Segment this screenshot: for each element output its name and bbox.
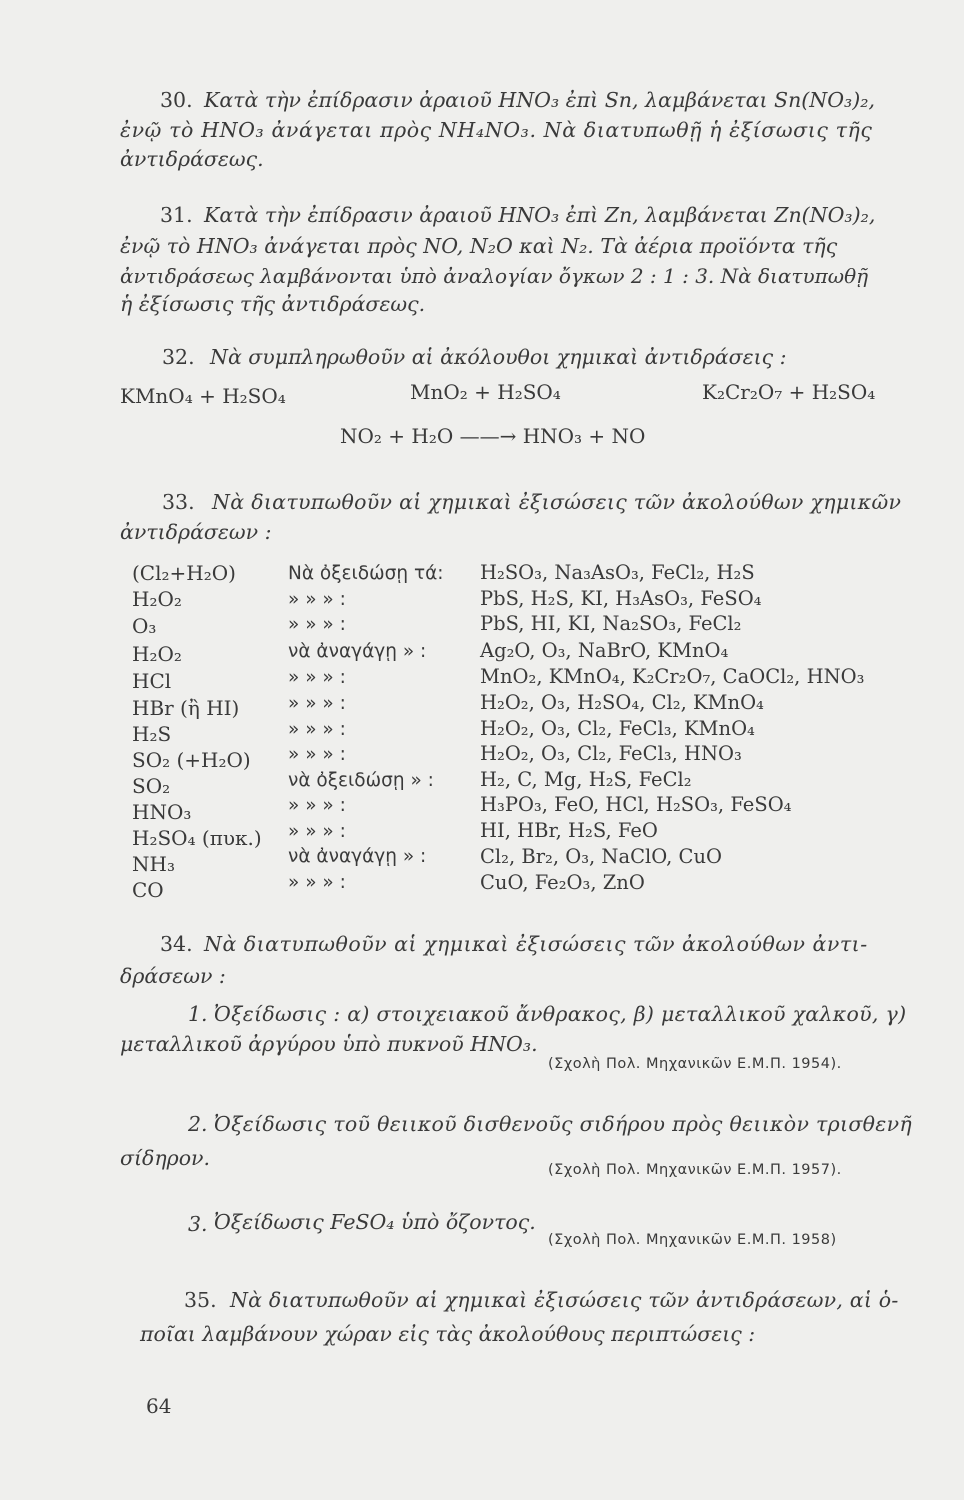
problem-33-line-2: ἀντιδράσεων : (120, 520, 272, 544)
targets: HI, HBr, H₂S, FeO (480, 819, 658, 842)
reaction-32-2: MnO₂ + H₂SO₄ (410, 380, 561, 404)
targets: Ag₂O, O₃, NaBrO, KMnO₄ (480, 639, 729, 662)
reagent: H₂S (132, 722, 172, 746)
reagent: H₂SO₄ (πυκ.) (132, 826, 262, 850)
reagent: SO₂ (132, 774, 171, 798)
problem-34-number: 34. (160, 932, 193, 956)
action: » » » : (288, 693, 346, 714)
problem-31-line-2: ἐνῷ τὸ HNO₃ ἀνάγεται πρὸς NO, N₂O καὶ N₂. Τὰ ἀέρια προϊόντα τῆς (120, 234, 838, 258)
reagent: NH₃ (132, 852, 175, 876)
targets: CuO, Fe₂O₃, ZnO (480, 871, 645, 894)
item-3-source: (Σχολὴ Πολ. Μηχανικῶν Ε.Μ.Π. 1958) (548, 1232, 837, 1248)
page-number: 64 (146, 1394, 172, 1418)
reagent: HNO₃ (132, 800, 192, 824)
action: » » » : (288, 614, 346, 635)
item-1-line-1: Ὀξείδωσις : α) στοιχειακοῦ ἄνθρακος, β) μεταλλικοῦ χαλκοῦ, γ) (214, 1002, 907, 1026)
problem-34-line-2: δράσεων : (120, 964, 226, 988)
targets: H₂O₂, O₃, H₂SO₄, Cl₂, KMnO₄ (480, 691, 764, 714)
item-2-source: (Σχολὴ Πολ. Μηχανικῶν Ε.Μ.Π. 1957). (548, 1162, 842, 1178)
problem-33-number: 33. (162, 490, 195, 514)
targets: H₂SO₃, Na₃AsO₃, FeCl₂, H₂S (480, 561, 755, 584)
problem-30-line-2: ἐνῷ τὸ HNO₃ ἀνάγεται πρὸς NH₄NO₃. Νὰ διατυπωθῇ ἡ ἐξίσωσις τῆς (120, 118, 873, 142)
item-1-source: (Σχολὴ Πολ. Μηχανικῶν Ε.Μ.Π. 1954). (548, 1056, 842, 1072)
action: νὰ ἀναγάγῃ » : (288, 846, 427, 867)
action: » » » : (288, 719, 346, 740)
item-3-number: 3. (188, 1212, 208, 1236)
reaction-32-1: KMnO₄ + H₂SO₄ (120, 384, 286, 408)
action: » » » : (288, 821, 346, 842)
reagent: CO (132, 878, 164, 902)
action: » » » : (288, 795, 346, 816)
reagent: SO₂ (+H₂O) (132, 748, 251, 772)
item-1-line-2: μεταλλικοῦ ἀργύρου ὑπὸ πυκνοῦ HNO₃. (120, 1032, 538, 1056)
targets: PbS, H₂S, KI, H₃AsO₃, FeSO₄ (480, 587, 762, 610)
problem-34-line-1: Νὰ διατυπωθοῦν αἱ χημικαὶ ἐξισώσεις τῶν ἀκολούθων ἀντι- (204, 932, 868, 956)
action: νὰ ὀξειδώσῃ » : (288, 770, 434, 791)
action: » » » : (288, 872, 346, 893)
targets: MnO₂, KMnO₄, K₂Cr₂O₇, CaOCl₂, HNO₃ (480, 665, 865, 688)
reagent: O₃ (132, 614, 157, 638)
item-2-line-1: Ὀξείδωσις τοῦ θειικοῦ δισθενοῦς σιδήρου πρὸς θειικὸν τρισθενῆ (214, 1112, 912, 1136)
problem-30-line-1: Κατὰ τὴν ἐπίδρασιν ἀραιοῦ HNO₃ ἐπὶ Sn, λαμβάνεται Sn(NO₃)₂, (204, 88, 875, 112)
reagent: H₂O₂ (132, 642, 182, 666)
problem-35-line-2: ποῖαι λαμβάνουν χώραν εἰς τὰς ἀκολούθους περιπτώσεις : (140, 1322, 756, 1346)
reagent: H₂O₂ (132, 587, 182, 611)
problem-30-number: 30. (160, 88, 193, 112)
action: νὰ ἀναγάγῃ » : (288, 641, 427, 662)
reagent: (Cl₂+H₂O) (132, 561, 236, 585)
item-2-line-2: σίδηρον. (120, 1146, 211, 1170)
reagent: HCl (132, 669, 172, 693)
problem-31-number: 31. (160, 203, 193, 227)
problem-31-line-4: ἡ ἐξίσωσις τῆς ἀντιδράσεως. (120, 292, 426, 316)
problem-33-line-1: Νὰ διατυπωθοῦν αἱ χημικαὶ ἐξισώσεις τῶν ἀκολούθων χημικῶν (212, 490, 902, 514)
problem-32-number: 32. (162, 345, 195, 369)
action: » » » : (288, 667, 346, 688)
action: » » » : (288, 589, 346, 610)
problem-31-line-3: ἀντιδράσεως λαμβάνονται ὑπὸ ἀναλογίαν ὄγκων 2 : 1 : 3. Νὰ διατυπωθῇ (120, 264, 869, 288)
targets: PbS, HI, KI, Na₂SO₃, FeCl₂ (480, 612, 742, 635)
action: Νὰ ὀξειδώσῃ τά: (288, 563, 444, 584)
problem-35-number: 35. (184, 1288, 217, 1312)
item-3-line-1: Ὀξείδωσις FeSO₄ ὑπὸ ὄζοντος. (214, 1210, 536, 1234)
targets: H₂O₂, O₃, Cl₂, FeCl₃, KMnO₄ (480, 717, 755, 740)
reagent: HBr (ἢ HI) (132, 696, 240, 720)
item-1-number: 1. (188, 1002, 208, 1026)
action: » » » : (288, 744, 346, 765)
problem-31-line-1: Κατὰ τὴν ἐπίδρασιν ἀραιοῦ HNO₃ ἐπὶ Zn, λαμβάνεται Zn(NO₃)₂, (204, 203, 876, 227)
problem-30-line-3: ἀντιδράσεως. (120, 147, 264, 171)
item-2-number: 2. (188, 1112, 208, 1136)
targets: H₃PO₃, FeO, HCl, H₂SO₃, FeSO₄ (480, 793, 792, 816)
targets: Cl₂, Br₂, O₃, NaClO, CuO (480, 845, 722, 868)
problem-35-line-1: Νὰ διατυπωθοῦν αἱ χημικαὶ ἐξισώσεις τῶν ἀντιδράσεων, αἱ ὁ- (230, 1288, 899, 1312)
targets: H₂, C, Mg, H₂S, FeCl₂ (480, 768, 692, 791)
targets: H₂O₂, O₃, Cl₂, FeCl₃, HNO₃ (480, 742, 742, 765)
reaction-32-4: NO₂ + H₂O ——→ HNO₃ + NO (340, 424, 646, 448)
reaction-32-3: K₂Cr₂O₇ + H₂SO₄ (702, 380, 876, 404)
problem-32-intro: Νὰ συμπληρωθοῦν αἱ ἀκόλουθοι χημικαὶ ἀντιδράσεις : (210, 345, 787, 369)
